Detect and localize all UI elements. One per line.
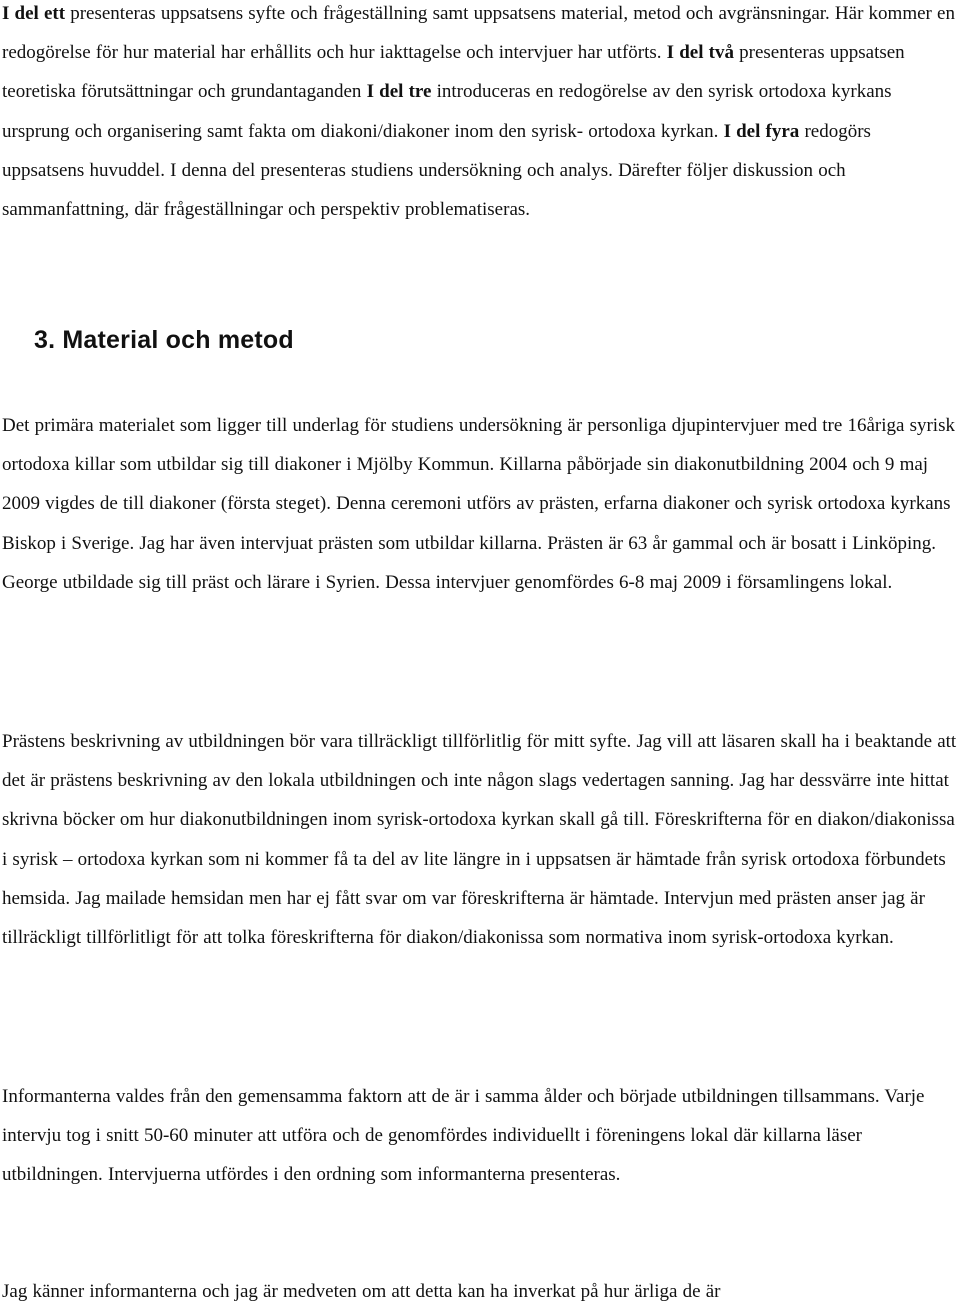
material-paragraph: Det primära materialet som ligger till underlag för studiens undersökning är personliga djupintervjuer med tre 16åriga syrisk ortodoxa killar som utbildar sig till diakoner i Mjölby Kommun. Killarna påbörjade sin diakonutbildning 2004 och 9 maj 2009 vigdes de till diakoner (första steget). Denna ceremoni utförs av prästen, erfarna diakoner och syrisk ortodoxa kyrkans Biskop i Sverige. Jag har även intervjuat prästen som utbildar killarna. Prästen är 63 år gammal och är bosatt i Linköping. George utbildade sig till präst och lärare i Syrien. Dessa intervjuer genomfördes 6-8 maj 2009 i församlingens lokal. [2, 415, 955, 593]
intro-text-1: presenteras uppsatsens syfte och frågeställning samt uppsatsens material, metod och avgränsningar. Här kommer en redogörelse för hur material har erhållits och hur iakttagelse och intervjuer har utförts. [2, 3, 955, 64]
part-three-label: I del tre [366, 81, 432, 103]
part-two-label: I del två [666, 42, 734, 64]
intro-paragraph [2, 0, 958, 229]
closing-paragraph: Jag känner informanterna och jag är medveten om att detta kan ha inverkat på hur ärliga de är [2, 1281, 721, 1302]
informants-paragraph: Informanterna valdes från den gemensamma faktorn att de är i samma ålder och började utbildningen tillsammans. Varje intervju tog i snitt 50-60 minuter att utföra och de genomfördes individuellt i föreningens lokal där killarna läser utbildningen. Intervjuerna utfördes i den ordning som informanterna presenteras. [2, 1086, 925, 1186]
intro-text-4: redogörs uppsatsens huvuddel. I denna del presenteras studiens undersökning och analys. Därefter följer diskussion och sammanfattning, där frågeställningar och perspektiv problematiseras. [2, 120, 871, 221]
section-heading: 3. Material och metod [34, 326, 294, 354]
intro-text-2: presenteras uppsatsen teoretiska förutsättningar och grundantaganden [2, 42, 905, 103]
priest-description-paragraph: Prästens beskrivning av utbildningen bör vara tillräckligt tillförlitlig för mitt syfte. Jag vill att läsaren skall ha i beaktande att det är prästens beskrivning av den lokala utbildningen och inte någon slags vedertagen sanning. Jag har dessvärre inte hittat skrivna böcker om hur diakonutbildningen inom syrisk-ortodoxa kyrkan skall gå till. Föreskrifterna för en diakon/diakonissa i syrisk – ortodoxa kyrkan som ni kommer få ta del av lite längre in i uppsatsen är hämtade från syrisk ortodoxa förbundets hemsida. Jag mailade hemsidan men har ej fått svar om var föreskrifterna är hämtade. Intervjun med prästen anser jag är tillräckligt tillförlitligt för att tolka föreskrifterna för diakon/diakonissa som normativa inom syrisk-ortodoxa kyrkan. [2, 731, 957, 949]
part-one-label: I del ett [2, 3, 66, 24]
part-four-label: I del fyra [723, 120, 800, 142]
intro-text-3: introduceras en redogörelse av den syrisk ortodoxa kyrkans ursprung och organisering samt fakta om diakoni/diakoner inom den syrisk- ortodoxa kyrkan. [2, 81, 892, 142]
